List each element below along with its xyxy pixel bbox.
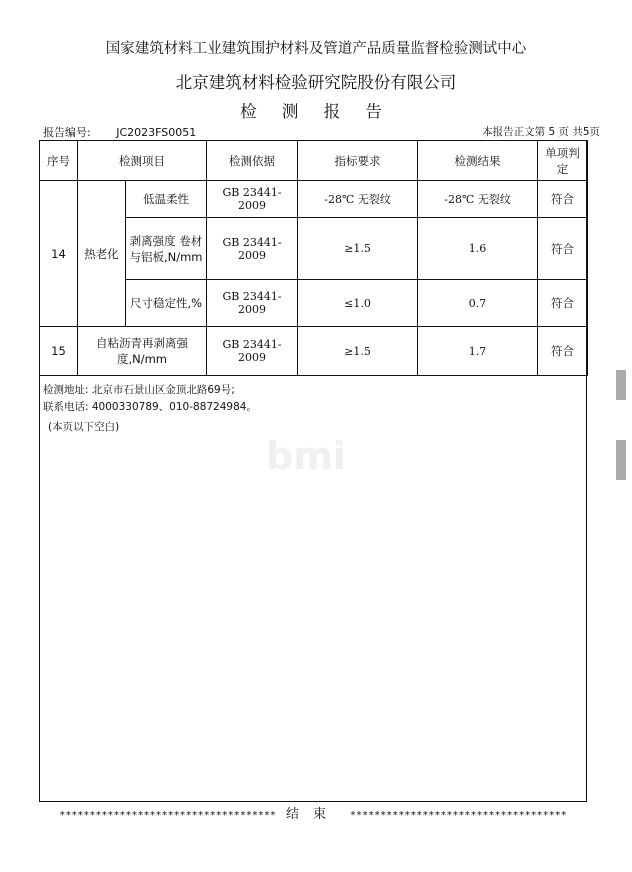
item-cell: 低温柔性 (126, 181, 207, 218)
judgement-cell: 符合 (538, 327, 588, 376)
judgement-cell: 符合 (538, 218, 588, 280)
item-cell: 自粘沥青再剥离强度,N/mm (78, 327, 207, 376)
result-cell: 1.6 (418, 218, 538, 280)
item-cell: 剥离强度 卷材与铝板,N/mm (126, 218, 207, 280)
end-stars-left: ************************************ (59, 810, 276, 821)
item-cell: 尺寸稳定性,% (126, 280, 207, 327)
header-basis: 检测依据 (207, 141, 298, 181)
header-judgement: 单项判定 (538, 141, 588, 181)
results-table (39, 140, 588, 376)
table-row (40, 327, 588, 376)
header-requirement: 指标要求 (298, 141, 418, 181)
end-text: 结束 (285, 807, 340, 822)
phone-line: 联系电话: 4000330789、010-88724984。 (43, 401, 257, 413)
report-number-label: 报告编号: (43, 126, 91, 139)
end-marker (39, 803, 587, 822)
judgement-cell: 符合 (538, 280, 588, 327)
contact-info (43, 382, 257, 416)
end-stars-right: ************************************ (350, 810, 567, 821)
header-item: 检测项目 (78, 141, 207, 181)
seal-edge-mark (616, 370, 626, 400)
basis-cell: GB 23441-2009 (207, 327, 298, 376)
result-cell: 0.7 (418, 280, 538, 327)
result-cell: 1.7 (418, 327, 538, 376)
report-number (43, 124, 196, 140)
center-name: 国家建筑材料工业建筑围护材料及管道产品质量监督检验测试中心 (105, 41, 527, 57)
requirement-cell: ≤1.0 (298, 280, 418, 327)
watermark-logo: bmi (266, 434, 346, 478)
basis-cell: GB 23441-2009 (207, 181, 298, 218)
seal-edge-mark (616, 440, 626, 480)
company-name: 北京建筑材料检验研究院股份有限公司 (175, 73, 457, 92)
result-cell: -28℃ 无裂纹 (418, 181, 538, 218)
requirement-cell: ≥1.5 (298, 327, 418, 376)
requirement-cell: -28℃ 无裂纹 (298, 181, 418, 218)
table-row (40, 181, 588, 218)
blank-below-note: (本页以下空白) (48, 421, 120, 433)
judgement-cell: 符合 (538, 181, 588, 218)
basis-cell: GB 23441-2009 (207, 280, 298, 327)
header-result: 检测结果 (418, 141, 538, 181)
header-seq: 序号 (40, 141, 78, 181)
table-header-row (40, 141, 588, 181)
seq-cell: 15 (40, 327, 78, 376)
basis-cell: GB 23441-2009 (207, 218, 298, 280)
requirement-cell: ≥1.5 (298, 218, 418, 280)
category-cell: 热老化 (78, 181, 126, 327)
report-number-value: JC2023FS0051 (116, 126, 197, 139)
page-info: 本报告正文第 5 页 共5页 (482, 126, 600, 138)
report-title: 检 测 报 告 (240, 102, 392, 121)
seq-cell: 14 (40, 181, 78, 327)
address-line: 检测地址: 北京市石景山区金顶北路69号; (43, 384, 235, 396)
